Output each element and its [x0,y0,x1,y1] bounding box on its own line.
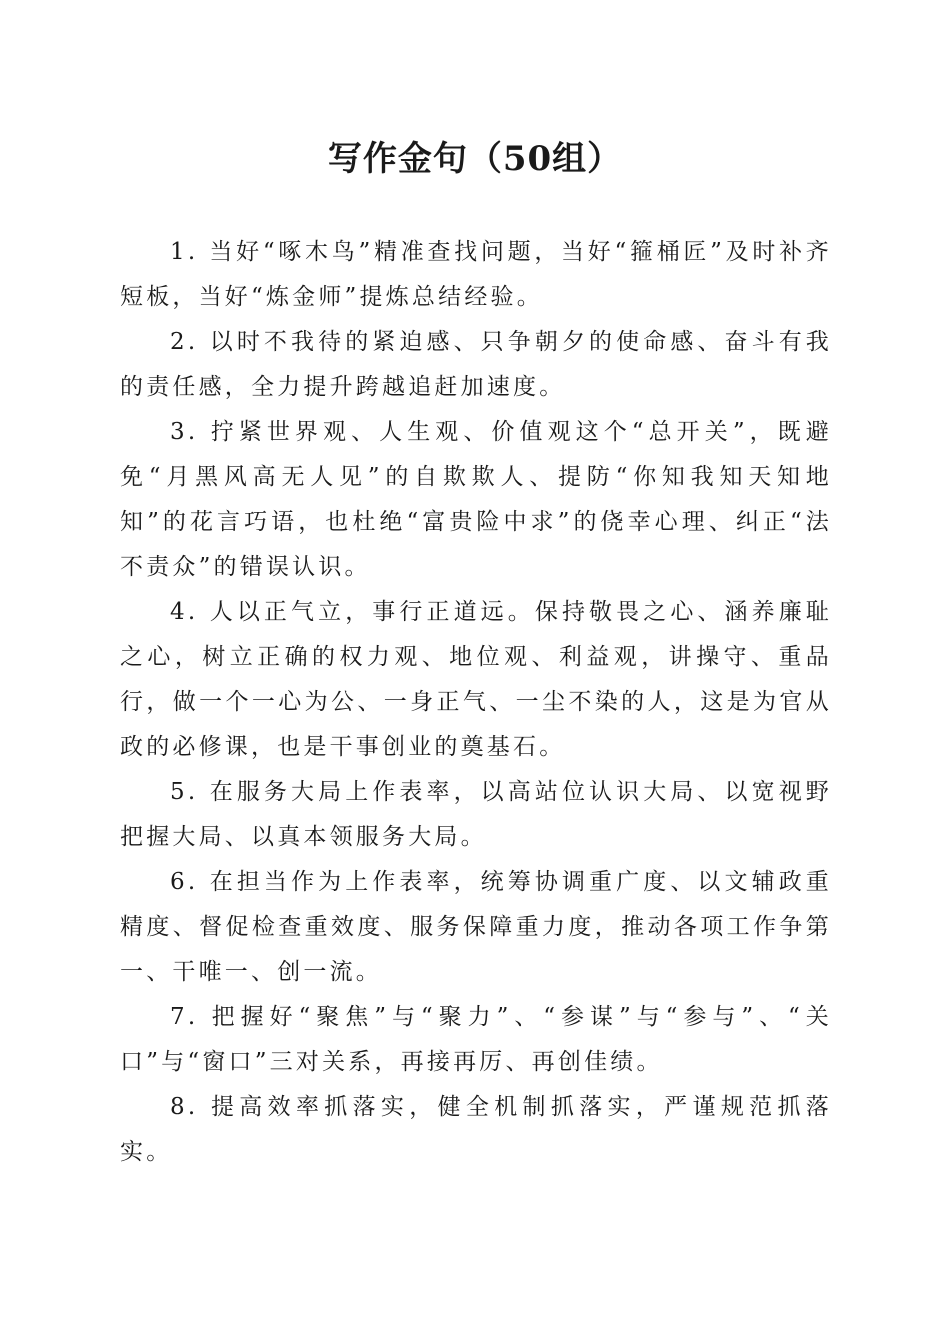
paragraph-1: 1. 当好“啄木鸟”精准查找问题，当好“箍桶匠”及时补齐短板，当好“炼金师”提炼总结经验。 [120,239,832,310]
paragraph-4: 4. 人以正气立，事行正道远。保持敬畏之心、涵养廉耻之心，树立正确的权力观、地位观、利益观，讲操守、重品行，做一个一心为公、一身正气、一尘不染的人，这是为官从政的必修课，也是干事创业的奠基石。 [120,599,832,760]
paragraph-8: 8. 提高效率抓落实，健全机制抓落实，严谨规范抓落实。 [120,1094,832,1165]
paragraph-3: 3. 拧紧世界观、人生观、价值观这个“总开关”，既避免“月黑风高无人见”的自欺欺人、提防“你知我知天知地知”的花言巧语，也杜绝“富贵险中求”的侥幸心理、纠正“法不责众”的错误认识。 [120,419,832,580]
document-title: 写作金句（50组） [327,139,623,179]
document-body [120,230,832,1175]
paragraph-2: 2. 以时不我待的紧迫感、只争朝夕的使命感、奋斗有我的责任感，全力提升跨越追赶加速度。 [120,329,832,400]
paragraph-7: 7. 把握好“聚焦”与“聚力”、“参谋”与“参与”、“关口”与“窗口”三对关系，再接再厉、再创佳绩。 [120,1004,832,1075]
paragraph-5: 5. 在服务大局上作表率，以高站位认识大局、以宽视野把握大局、以真本领服务大局。 [120,779,832,850]
paragraph-6: 6. 在担当作为上作表率，统筹协调重广度、以文辅政重精度、督促检查重效度、服务保障重力度，推动各项工作争第一、干唯一、创一流。 [120,869,832,985]
